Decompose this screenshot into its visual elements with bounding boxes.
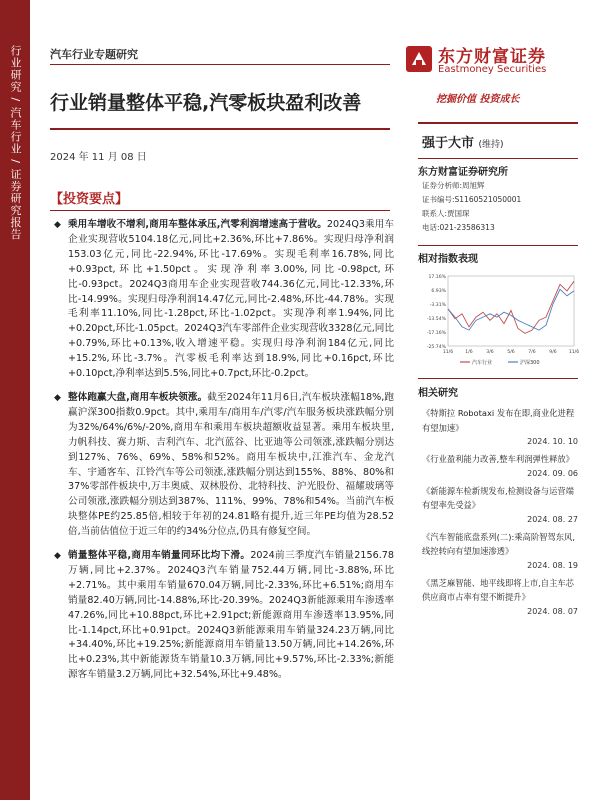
y-tick-label: 17.16% — [428, 275, 446, 280]
related-item[interactable] — [422, 484, 578, 526]
related-item[interactable] — [422, 452, 578, 480]
key-point — [50, 218, 394, 382]
report-date: 2024 年 11 月 08 日 — [50, 152, 147, 163]
related-date: 2024. 09. 06 — [527, 468, 578, 478]
y-tick-label: -17.16% — [426, 331, 446, 336]
logo-name-cn: 东方财富证券 — [438, 47, 546, 67]
legend-label: 沪深300 — [520, 360, 540, 366]
x-tick-label: 9/6 — [549, 350, 557, 355]
header-divider — [50, 64, 390, 65]
key-point-body: 2024前三季度汽车销量2156.78万辆,同比+2.37%。2024Q3汽车销量752.44万辆,同比-3.88%,环比+2.71%。其中乘用车销量670.04万辆,同比-2.33%,环比+6.51%;商用车销量82.40万辆,同比-14.88%,环比-20.39%。2024Q3新能源乘用车渗透率47.26%,同比+10.88pct,环比+2.91pct;新能源商用车渗透率13.95%,同比-1.14pct,环比+0.91pct。2024Q3新能源乘用车销量324.23万辆,同比+34.40%,环比+19.25%;新能源商用车销量13.50万辆,同比+14.26%,环比+0.23%,其中新能源货车销量10.3万辆,同比+9.57%,环比-2.33%;新能源客车销量3.2万辆,同比+32.54%,环比+9.48%。 — [68, 550, 394, 681]
logo-mark-icon — [404, 44, 434, 74]
related-item[interactable] — [422, 406, 578, 448]
related-date: 2024. 10. 10 — [527, 437, 578, 446]
report-type: 汽车行业专题研究 — [50, 48, 138, 61]
series-line — [448, 281, 574, 333]
company-logo — [404, 42, 564, 82]
x-tick-label: 7/6 — [528, 350, 536, 355]
related-title[interactable]: 《行业盈利能力改善,整车利润弹性释放》 — [422, 454, 574, 464]
certificate-number: 证书编号:S1160521050001 — [422, 195, 522, 204]
industry-rating — [422, 132, 504, 151]
key-point — [50, 391, 394, 540]
section-title: 【投资要点】 — [50, 192, 129, 207]
diamond-bullet-icon: ◆ — [54, 220, 61, 230]
left-sidebar — [0, 0, 30, 800]
key-point-body: 2024Q3乘用车企业实现营收5104.18亿元,同比+2.36%,环比+7.86%。实现归母净利润153.03亿元,同比-22.94%,环比-17.69%。实现毛利率16.78%,同比+0.93pct,环比+1.50pct。实现净利率3.00%,同比-0.98pct,环比-0.93pct。2024Q3商用车企业实现营收744.36亿元,同比-12.33%,环比-14.99%。实现归母净利润14.47亿元,同比-2.48%,环比-44.78%。实现毛利率11.10%,同比-1.28pct,环比-1.02pct。实现净利率1.94%,同比+0.20pct,环比-1.05pct。2024Q3汽车零部件企业实现营收3328亿元,同比+0.79%,环比+0.13%,收入增速平稳。实现归母净利润184亿元,同比+15.2%,环比-3.7%。汽零板毛利率达到18.9%,同比+0.16pct,环比+0.10pct,净利率达到5.5%,同比+0.7pct,环比-0.2pct。 — [68, 219, 394, 380]
x-tick-label: 5/6 — [507, 350, 515, 355]
chart-heading: 相对指数表现 — [418, 254, 478, 265]
related-title[interactable]: 《特斯拉 Robotaxi 发布在即,商业化进程有望加速》 — [422, 408, 575, 433]
rating-sub: (维持) — [478, 140, 504, 150]
x-tick-label: 3/6 — [486, 350, 494, 355]
contact-person: 联系人:贾国琛 — [422, 209, 470, 218]
key-point-head: 乘用车增收不增利,商用车整体承压,汽零利润增速高于营收。 — [68, 219, 327, 230]
section-divider — [50, 210, 390, 211]
related-title[interactable]: 《新能源车检新规发布,检测设备与运营端有望率先受益》 — [422, 485, 574, 510]
key-point-head: 整体跑赢大盘,商用车板块领涨。 — [68, 391, 208, 403]
related-date: 2024. 08. 07 — [527, 606, 578, 616]
legend-label: 汽车行业 — [472, 360, 493, 366]
related-date: 2024. 08. 27 — [527, 514, 578, 524]
key-point-head: 销量整体平稳,商用车销量同环比均下滑。 — [68, 550, 251, 562]
title-divider — [50, 128, 390, 130]
relative-index-chart — [418, 272, 578, 372]
related-divider — [418, 378, 578, 379]
diamond-bullet-icon: ◆ — [54, 392, 61, 403]
x-tick-label: 11/6 — [442, 350, 454, 355]
related-list — [422, 406, 578, 622]
related-date: 2024. 08. 19 — [527, 560, 578, 570]
rating-divider — [418, 122, 578, 124]
key-point — [50, 549, 394, 683]
y-tick-label: -3.31% — [429, 303, 446, 308]
key-points — [50, 218, 394, 692]
phone-number: 电话:021-23586313 — [422, 223, 495, 232]
x-tick-label: 11/6 — [568, 350, 580, 355]
institute-title: 东方财富证券研究所 — [418, 167, 508, 178]
related-heading: 相关研究 — [418, 388, 458, 399]
y-tick-label: -13.54% — [426, 317, 446, 322]
related-item[interactable] — [422, 530, 578, 572]
sidebar-category-text: 行业研究 / 汽车行业 / 证券研究报告 — [9, 45, 22, 241]
logo-name-en: Eastmoney Securities — [438, 64, 547, 75]
y-tick-label: -25.74% — [426, 345, 446, 350]
related-title[interactable]: 《汽车智能底盘系列(二):乘高阶智驾东风,线控转向有望加速渗透》 — [422, 531, 575, 556]
slogan: 挖掘价值 投资成长 — [436, 94, 520, 105]
related-title[interactable]: 《黑芝麻智能、地平线即将上市,自主车芯供应商市占率有望不断提升》 — [422, 577, 574, 602]
x-tick-label: 1/6 — [465, 350, 473, 355]
chart-divider — [418, 245, 578, 246]
analyst-name: 证券分析师:周旭辉 — [422, 181, 485, 190]
related-item[interactable] — [422, 576, 578, 618]
page-title: 行业销量整体平稳,汽零板块盈利改善 — [50, 92, 362, 114]
y-tick-label: 6.93% — [431, 289, 446, 294]
rating-label: 强于大市 — [422, 136, 475, 151]
institute-divider — [418, 158, 578, 159]
key-point-body: 截至2024年11月6日,汽车板块涨幅18%,跑赢沪深300指数0.9pct。其中,乘用车/商用车/汽零/汽车服务板块涨跌幅分别为32%/64%/6%/-20%,商用车和乘用车板块超额收益显著。乘用车板块里,力帆科技、赛力斯、吉利汽车、北汽蓝谷、比亚迪等公司领涨,涨跌幅分别达到127%、76%、69%、58%和52%。商用车板块中,江淮汽车、金龙汽车、宇通客车、江铃汽车等公司领涨,涨跌幅分别达到155%、88%、80%和37%零部件板块中,万丰奥威、双林股份、北特科技、沪光股份、福耀玻璃等公司领涨,涨跌幅分别达到387%、111%、99%、78%和54%。当前汽车板块整体PE约25.85倍,相较于年初的24.81略有提升,近三年PE均值为28.52倍,当前估值位于近三年的约34%分位点,仍具有修复空间。 — [68, 391, 394, 538]
diamond-bullet-icon: ◆ — [54, 551, 61, 562]
